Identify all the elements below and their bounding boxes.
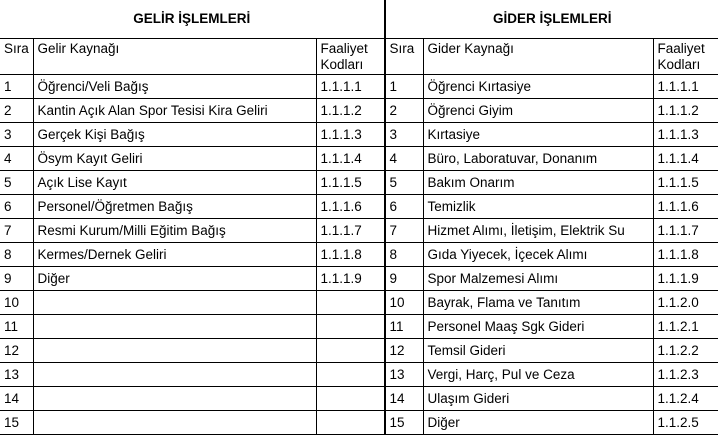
income-cell-code (316, 387, 384, 411)
expense-cell-no: 3 (385, 123, 423, 147)
table-row (385, 171, 718, 195)
table-row (0, 75, 384, 99)
expense-cell-code: 1.1.2.3 (653, 363, 718, 387)
table-row (0, 123, 384, 147)
expense-cell-no: 11 (385, 315, 423, 339)
expense-cell-no: 9 (385, 267, 423, 291)
expense-title: GİDER İŞLEMLERİ (385, 0, 718, 39)
expense-header-no: Sıra (385, 39, 423, 75)
income-cell-code: 1.1.1.2 (316, 99, 384, 123)
expense-cell-no: 10 (385, 291, 423, 315)
table-row (0, 243, 384, 267)
income-cell-no: 3 (0, 123, 33, 147)
expense-cell-no: 12 (385, 339, 423, 363)
income-cell-no: 11 (0, 315, 33, 339)
expense-header-code: Faaliyet Kodları (653, 39, 718, 75)
income-cell-source: Kermes/Dernek Geliri (33, 243, 316, 267)
expense-cell-code: 1.1.1.4 (653, 147, 718, 171)
income-cell-source: Diğer (33, 267, 316, 291)
income-cell-code: 1.1.1.5 (316, 171, 384, 195)
income-cell-source (33, 363, 316, 387)
income-cell-no: 10 (0, 291, 33, 315)
table-row (0, 411, 384, 435)
table-row (385, 291, 718, 315)
expense-cell-source: Personel Maaş Sgk Gideri (423, 315, 653, 339)
table-row (385, 339, 718, 363)
table-row (385, 219, 718, 243)
expense-table (385, 0, 718, 435)
expense-cell-code: 1.1.1.3 (653, 123, 718, 147)
expense-cell-source: Hizmet Alımı, İletişim, Elektrik Su (423, 219, 653, 243)
table-row (385, 99, 718, 123)
expense-cell-code: 1.1.1.2 (653, 99, 718, 123)
expense-cell-no: 5 (385, 171, 423, 195)
income-cell-source: Resmi Kurum/Milli Eğitim Bağış (33, 219, 316, 243)
income-cell-code: 1.1.1.6 (316, 195, 384, 219)
income-cell-source: Kantin Açık Alan Spor Tesisi Kira Geliri (33, 99, 316, 123)
income-header-no: Sıra (0, 39, 33, 75)
table-row (0, 339, 384, 363)
income-cell-source (33, 291, 316, 315)
expense-cell-no: 13 (385, 363, 423, 387)
expense-cell-source: Öğrenci Giyim (423, 99, 653, 123)
income-cell-no: 15 (0, 411, 33, 435)
expense-cell-source: Temsil Gideri (423, 339, 653, 363)
table-row (385, 411, 718, 435)
income-cell-no: 5 (0, 171, 33, 195)
expense-cell-code: 1.1.2.0 (653, 291, 718, 315)
expense-cell-source: Vergi, Harç, Pul ve Ceza (423, 363, 653, 387)
table-row (385, 123, 718, 147)
expense-cell-source: Ulaşım Gideri (423, 387, 653, 411)
expense-cell-source: Bakım Onarım (423, 171, 653, 195)
expense-cell-no: 2 (385, 99, 423, 123)
table-row (0, 315, 384, 339)
expense-cell-source: Kırtasiye (423, 123, 653, 147)
expense-header-source: Gider Kaynağı (423, 39, 653, 75)
income-cell-no: 7 (0, 219, 33, 243)
expense-cell-source: Bayrak, Flama ve Tanıtım (423, 291, 653, 315)
income-cell-code: 1.1.1.4 (316, 147, 384, 171)
table-row (0, 363, 384, 387)
table-row (385, 147, 718, 171)
income-cell-source (33, 339, 316, 363)
expense-cell-no: 6 (385, 195, 423, 219)
table-row (385, 243, 718, 267)
income-cell-no: 9 (0, 267, 33, 291)
income-cell-no: 12 (0, 339, 33, 363)
expense-cell-code: 1.1.2.4 (653, 387, 718, 411)
income-title: GELİR İŞLEMLERİ (0, 0, 384, 39)
income-cell-code (316, 291, 384, 315)
expense-cell-no: 14 (385, 387, 423, 411)
table-row (385, 315, 718, 339)
table-row (0, 291, 384, 315)
table-row (0, 387, 384, 411)
table-row (385, 387, 718, 411)
income-cell-code (316, 315, 384, 339)
income-cell-code: 1.1.1.9 (316, 267, 384, 291)
table-row (385, 267, 718, 291)
table-row (0, 195, 384, 219)
income-cell-source: Gerçek Kişi Bağış (33, 123, 316, 147)
income-cell-no: 13 (0, 363, 33, 387)
income-cell-no: 4 (0, 147, 33, 171)
expense-cell-source: Gıda Yiyecek, İçecek Alımı (423, 243, 653, 267)
expense-cell-no: 15 (385, 411, 423, 435)
income-cell-source: Açık Lise Kayıt (33, 171, 316, 195)
income-cell-no: 8 (0, 243, 33, 267)
income-cell-source: Öğrenci/Veli Bağış (33, 75, 316, 99)
expense-cell-source: Diğer (423, 411, 653, 435)
income-header-row (0, 39, 384, 75)
table-row (0, 147, 384, 171)
table-row (0, 99, 384, 123)
expense-cell-source: Büro, Laboratuvar, Donanım (423, 147, 653, 171)
expense-cell-code: 1.1.1.5 (653, 171, 718, 195)
expense-cell-code: 1.1.1.7 (653, 219, 718, 243)
income-cell-source (33, 411, 316, 435)
income-cell-source: Personel/Öğretmen Bağış (33, 195, 316, 219)
table-row (385, 75, 718, 99)
expense-table-body (385, 39, 718, 435)
income-cell-code: 1.1.1.3 (316, 123, 384, 147)
expense-cell-code: 1.1.2.5 (653, 411, 718, 435)
table-row (0, 171, 384, 195)
table-row (0, 219, 384, 243)
expense-cell-code: 1.1.2.1 (653, 315, 718, 339)
expense-cell-no: 7 (385, 219, 423, 243)
table-row (385, 195, 718, 219)
income-cell-code: 1.1.1.8 (316, 243, 384, 267)
expense-header-row (385, 39, 718, 75)
table-row (0, 267, 384, 291)
expense-cell-no: 1 (385, 75, 423, 99)
income-header-source: Gelir Kaynağı (33, 39, 316, 75)
income-cell-no: 1 (0, 75, 33, 99)
income-cell-source (33, 315, 316, 339)
income-cell-no: 2 (0, 99, 33, 123)
income-header-code: Faaliyet Kodları (316, 39, 384, 75)
income-cell-code (316, 411, 384, 435)
income-cell-source (33, 387, 316, 411)
income-cell-code (316, 363, 384, 387)
expense-cell-code: 1.1.1.8 (653, 243, 718, 267)
expense-cell-code: 1.1.1.9 (653, 267, 718, 291)
expense-cell-code: 1.1.2.2 (653, 339, 718, 363)
expense-cell-code: 1.1.1.1 (653, 75, 718, 99)
expense-cell-source: Spor Malzemesi Alımı (423, 267, 653, 291)
income-cell-code: 1.1.1.7 (316, 219, 384, 243)
expense-cell-no: 4 (385, 147, 423, 171)
table-row (385, 363, 718, 387)
income-cell-no: 6 (0, 195, 33, 219)
income-cell-source: Ösym Kayıt Geliri (33, 147, 316, 171)
income-cell-no: 14 (0, 387, 33, 411)
expense-cell-source: Temizlik (423, 195, 653, 219)
expense-cell-no: 8 (385, 243, 423, 267)
income-cell-code: 1.1.1.1 (316, 75, 384, 99)
expense-cell-code: 1.1.1.6 (653, 195, 718, 219)
income-table-body (0, 39, 384, 435)
expense-cell-source: Öğrenci Kırtasiye (423, 75, 653, 99)
income-cell-code (316, 339, 384, 363)
